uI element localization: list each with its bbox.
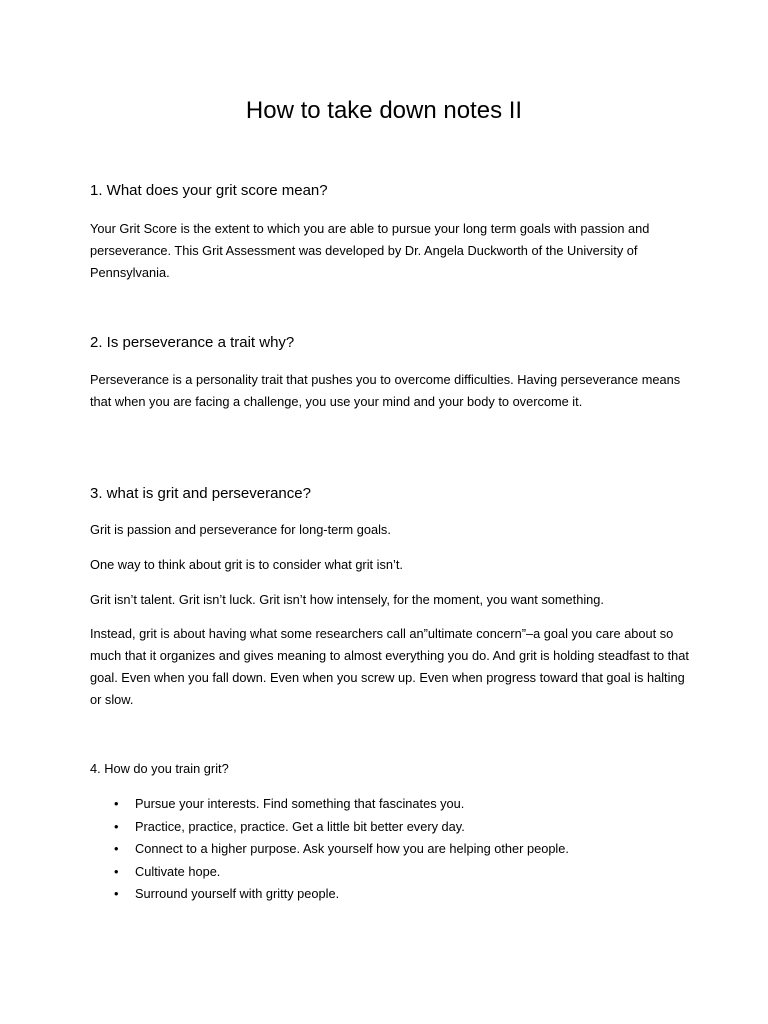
section-3-paragraph-3: Grit isn’t talent. Grit isn’t luck. Grit isn’t how intensely, for the moment, you want something.	[90, 592, 604, 607]
list-item-text: Connect to a higher purpose. Ask yourself how you are helping other people.	[135, 841, 569, 856]
list-item-text: Pursue your interests. Find something that fascinates you.	[135, 796, 465, 811]
list-item	[90, 861, 569, 884]
list-item	[90, 838, 569, 861]
list-item	[90, 883, 569, 906]
section-2-heading: 2. Is perseverance a trait why?	[90, 334, 295, 351]
section-4-heading: 4. How do you train grit?	[90, 761, 229, 776]
page-title: How to take down notes II	[245, 97, 523, 124]
bullet-icon: •	[114, 863, 119, 879]
bullet-icon: •	[114, 886, 119, 901]
grit-training-list	[90, 793, 569, 906]
section-3-paragraph-1: Grit is passion and perseverance for long-term goals.	[90, 522, 391, 537]
section-2-paragraph: Perseverance is a personality trait that pushes you to overcome difficulties. Having perseverance means that when you are facing a challenge, you use your mind and your body to overcome it.	[90, 372, 681, 409]
list-item-text: Practice, practice, practice. Get a little bit better every day.	[135, 818, 465, 834]
list-item-text: Surround yourself with gritty people.	[135, 886, 340, 901]
list-item-text: Cultivate hope.	[135, 863, 221, 879]
section-3-paragraph-2: One way to think about grit is to consider what grit isn’t.	[90, 557, 403, 572]
section-3-paragraph-4: Instead, grit is about having what some researchers call an”ultimate concern”–a goal you care about so much that it organizes and gives meaning to almost everything you do. And grit is holding steadfast to that goal. Even when you fall down. Even when you screw up. Even when progress toward that goal is halting or slow.	[90, 626, 689, 707]
bullet-icon: •	[114, 796, 119, 811]
list-item	[90, 816, 569, 839]
section-1-paragraph: Your Grit Score is the extent to which you are able to pursue your long term goals with passion and perseverance. This Grit Assessment was developed by Dr. Angela Duckworth of the University of Pennsylvania.	[90, 221, 650, 280]
section-1-heading: 1. What does your grit score mean?	[90, 182, 328, 199]
list-item	[90, 793, 569, 816]
bullet-icon: •	[114, 818, 119, 834]
bullet-icon: •	[114, 841, 119, 856]
section-3-heading: 3. what is grit and perseverance?	[90, 485, 311, 502]
